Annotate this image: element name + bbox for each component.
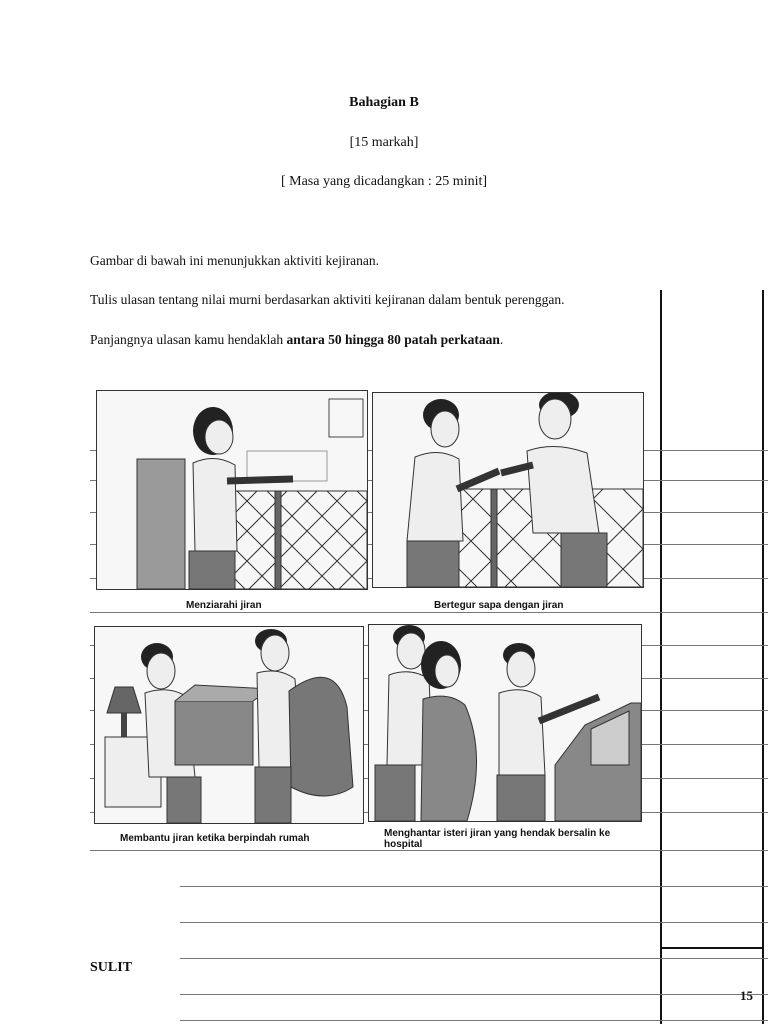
word-count-requirement: antara 50 hingga 80 patah perkataan	[286, 332, 500, 347]
section-title: Bahagian B	[349, 95, 419, 110]
answer-line	[180, 886, 768, 887]
instruction-line-3	[90, 332, 503, 348]
time-label: [ Masa yang dicadangkan : 25 minit]	[280, 174, 488, 189]
picture-panel-moving-house	[94, 626, 364, 824]
answer-line	[90, 850, 768, 851]
caption-moving-house: Membantu jiran ketika berpindah rumah	[120, 833, 310, 844]
answer-line	[180, 994, 768, 995]
sulit-label: SULIT	[90, 960, 133, 975]
instruction-line-1: Gambar di bawah ini menunjukkan aktiviti kejiranan.	[90, 253, 380, 268]
answer-line	[180, 1020, 768, 1021]
picture-panel-greeting	[372, 392, 644, 588]
sending-to-hospital-illustration	[369, 625, 641, 821]
marks-box-top	[662, 947, 762, 949]
picture-panel-hospital	[368, 624, 642, 822]
instruction-line-3-prefix: Panjangnya ulasan kamu hendaklah	[90, 332, 287, 347]
margin-rule-left	[660, 290, 662, 1024]
caption-hospital: Menghantar isteri jiran yang hendak bersalin ke hospital	[384, 828, 611, 850]
caption-greeting: Bertegur sapa dengan jiran	[434, 600, 564, 611]
answer-line	[180, 922, 768, 923]
marks-label: [15 markah]	[349, 135, 419, 150]
greeting-neighbour-illustration	[373, 393, 643, 587]
page-number: 15	[740, 988, 753, 1003]
picture-panel-visiting	[96, 390, 368, 590]
answer-line	[90, 612, 768, 613]
caption-visiting: Menziarahi jiran	[186, 600, 262, 611]
margin-rule-right	[762, 290, 764, 1024]
answer-line	[180, 958, 768, 959]
instruction-line-2: Tulis ulasan tentang nilai murni berdasarkan aktiviti kejiranan dalam bentuk perenggan.	[90, 292, 565, 307]
instruction-line-3-suffix: .	[499, 332, 504, 347]
visiting-neighbour-illustration	[97, 391, 367, 589]
helping-move-house-illustration	[95, 627, 363, 823]
